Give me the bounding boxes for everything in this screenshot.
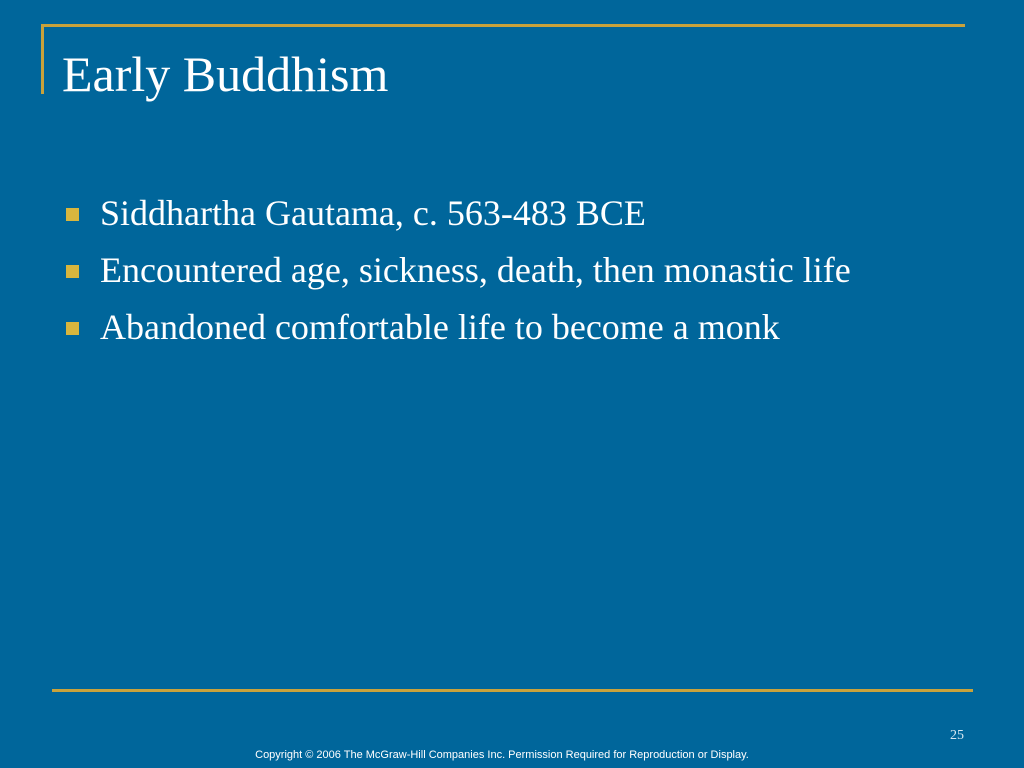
square-bullet-icon — [66, 208, 79, 221]
bullet-item — [62, 190, 962, 236]
title-frame-top-rule — [41, 24, 965, 27]
slide-number: 25 — [950, 728, 964, 743]
bullet-item — [62, 304, 962, 350]
bullet-text: Siddhartha Gautama, c. 563-483 BCE — [100, 193, 646, 233]
bullet-text: Abandoned comfortable life to become a monk — [100, 307, 780, 347]
square-bullet-icon — [66, 265, 79, 278]
bullet-list — [62, 190, 962, 361]
footer-rule — [52, 689, 973, 692]
bullet-text: Encountered age, sickness, death, then monastic life — [100, 250, 851, 290]
bullet-item — [62, 247, 962, 293]
title-frame-left-rule — [41, 24, 44, 94]
square-bullet-icon — [66, 322, 79, 335]
slide-title: Early Buddhism — [62, 46, 389, 102]
copyright-notice: Copyright © 2006 The McGraw-Hill Companies Inc. Permission Required for Reproduction or Display. — [255, 749, 749, 761]
